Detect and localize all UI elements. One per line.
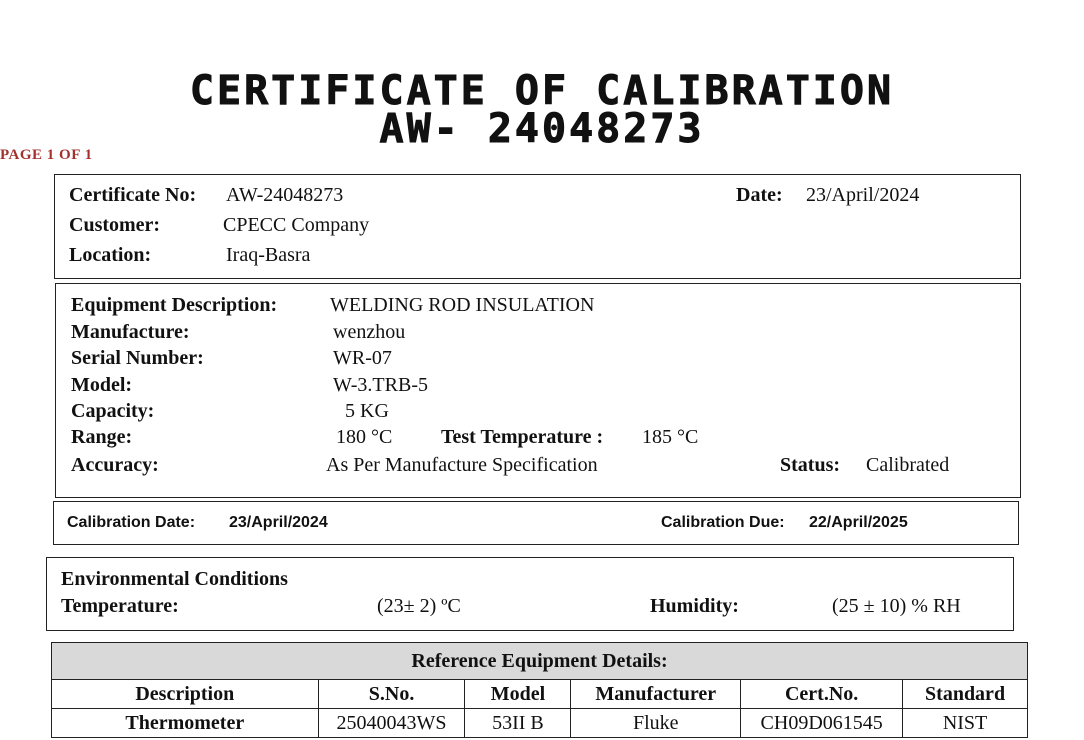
location-value: Iraq-Basra	[226, 244, 311, 266]
table-title-row	[52, 643, 1028, 680]
serial-number-label: Serial Number:	[71, 347, 204, 369]
certificate-info-box	[54, 174, 1021, 279]
model-value: W-3.TRB-5	[333, 374, 428, 396]
serial-number-value: WR-07	[333, 347, 392, 369]
column-header: Description	[52, 680, 319, 709]
cert-no-label: Certificate No:	[69, 184, 197, 206]
equipment-details-box	[55, 283, 1021, 498]
table-cell: 53II B	[465, 709, 571, 738]
calibration-date-label: Calibration Date:	[67, 514, 196, 531]
date-label: Date:	[736, 184, 783, 206]
cert-no-value: AW-24048273	[226, 184, 344, 206]
column-header: S.No.	[318, 680, 465, 709]
calibration-due-label: Calibration Due:	[661, 514, 785, 531]
environmental-conditions-box	[46, 557, 1014, 631]
test-temperature-value: 185 °C	[642, 426, 699, 448]
column-header: Standard	[903, 680, 1028, 709]
certificate-number-heading: AW- 24048273	[379, 106, 705, 152]
customer-value: CPECC Company	[223, 214, 370, 236]
model-label: Model:	[71, 374, 133, 396]
humidity-value: (25 ± 10) % RH	[832, 595, 961, 617]
location-label: Location:	[69, 244, 152, 266]
column-header: Manufacturer	[571, 680, 741, 709]
temperature-label: Temperature:	[61, 595, 179, 617]
column-header: Model	[465, 680, 571, 709]
manufacture-value: wenzhou	[333, 321, 406, 343]
capacity-value: 5 KG	[345, 400, 389, 422]
page-indicator: PAGE 1 OF 1	[0, 147, 93, 163]
customer-label: Customer:	[69, 214, 161, 236]
status-value: Calibrated	[866, 454, 950, 476]
humidity-label: Humidity:	[650, 595, 739, 617]
calibration-due-value: 22/April/2025	[809, 514, 908, 531]
manufacture-label: Manufacture:	[71, 321, 190, 343]
reference-equipment-table	[51, 642, 1028, 738]
equipment-description-label: Equipment Description:	[71, 294, 278, 316]
reference-equipment-heading: Reference Equipment Details:	[52, 643, 1028, 680]
table-row	[52, 709, 1028, 738]
calibration-date-value: 23/April/2024	[229, 514, 328, 531]
temperature-value: (23± 2) ºC	[377, 595, 461, 617]
table-cell: Thermometer	[52, 709, 319, 738]
range-label: Range:	[71, 426, 133, 448]
table-header-row	[52, 680, 1028, 709]
table-cell: 25040043WS	[318, 709, 465, 738]
table-cell: CH09D061545	[741, 709, 903, 738]
environmental-conditions-heading: Environmental Conditions	[61, 568, 288, 590]
range-value: 180 °C	[336, 426, 393, 448]
accuracy-value: As Per Manufacture Specification	[326, 454, 598, 476]
table-cell: Fluke	[571, 709, 741, 738]
certificate-title: CERTIFICATE OF CALIBRATION	[189, 68, 895, 114]
table-cell: NIST	[903, 709, 1028, 738]
capacity-label: Capacity:	[71, 400, 155, 422]
test-temperature-label: Test Temperature :	[441, 426, 604, 448]
equipment-description-value: WELDING ROD INSULATION	[330, 294, 595, 316]
date-value: 23/April/2024	[806, 184, 920, 206]
column-header: Cert.No.	[741, 680, 903, 709]
calibration-dates-box	[53, 501, 1019, 545]
accuracy-label: Accuracy:	[71, 454, 159, 476]
status-label: Status:	[780, 454, 841, 476]
